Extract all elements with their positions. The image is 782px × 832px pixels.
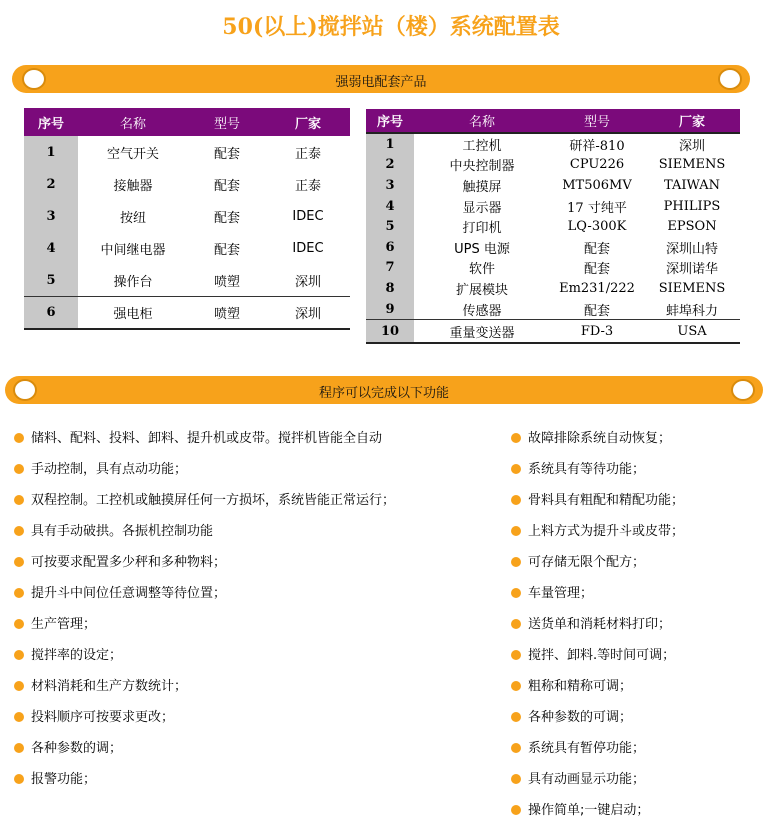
table-row (366, 133, 740, 155)
bullet-icon (14, 557, 24, 567)
cell-name: 工控机 (414, 133, 550, 155)
feature-item (14, 615, 395, 646)
cell-model: 喷塑 (188, 297, 266, 330)
cell-name: 扩展模块 (455, 282, 508, 298)
bullet-icon (511, 526, 521, 536)
feature-text: 报警功能； (31, 772, 97, 787)
table-row (24, 297, 350, 330)
feature-text: 故障排除系统自动恢复； (528, 431, 672, 446)
feature-item (511, 646, 684, 677)
bullet-icon (14, 588, 24, 598)
cell-name: 接触器 (113, 178, 153, 194)
cell-index: 1 (24, 136, 78, 168)
feature-text: 送货单和消耗材料打印； (528, 617, 672, 632)
table-row (366, 196, 740, 217)
feature-item (511, 770, 684, 801)
cell-model: 17 寸纯平 (567, 200, 627, 216)
cell-name: 空气开关 (106, 146, 159, 162)
feature-text: 手动控制，具有点动功能； (31, 462, 188, 477)
bullet-icon (511, 681, 521, 691)
table-row (366, 237, 740, 258)
feature-item (511, 615, 684, 646)
cell-maker: IDEC (292, 240, 324, 256)
cell-model: 配套 (213, 210, 240, 226)
feature-text: 搅拌率的设定； (31, 648, 123, 663)
bullet-icon (511, 464, 521, 474)
bullet-icon (14, 526, 24, 536)
cell-name: 按纽 (119, 210, 146, 226)
feature-item (14, 584, 395, 615)
cell-model: LQ-300K (567, 219, 627, 235)
cell-name: 显示器 (462, 200, 502, 216)
table-row (366, 216, 740, 237)
feature-text: 上料方式为提升斗或皮带； (528, 524, 685, 539)
cell-maker: 深圳 (294, 274, 321, 290)
features-left-list (14, 429, 395, 801)
cell-maker: 蚌埠科力 (665, 303, 718, 319)
electrical-table (24, 108, 350, 330)
band-right-circle (731, 379, 755, 401)
cell-name: 打印机 (462, 221, 502, 237)
cell-model: FD-3 (550, 320, 644, 344)
col-header-model: 型号 (550, 109, 644, 133)
table-row (366, 299, 740, 320)
cell-name: UPS 电源 (454, 241, 510, 257)
feature-item (14, 646, 395, 677)
feature-text: 操作简单;一键启动； (528, 803, 650, 818)
feature-text: 可按要求配置多少秤和多种物料； (31, 555, 227, 570)
cell-index: 1 (366, 133, 414, 155)
band-right-circle (718, 68, 742, 90)
cell-index: 10 (366, 320, 414, 344)
feature-text: 具有手动破拱。各振机控制功能 (31, 524, 214, 539)
cell-name: 操作台 (113, 274, 153, 290)
cell-model: 喷塑 (213, 274, 240, 290)
feature-item (14, 677, 395, 708)
feature-item (14, 770, 395, 801)
section-band-power (12, 65, 750, 93)
feature-text: 具有动画显示功能； (528, 772, 646, 787)
cell-maker: USA (644, 320, 740, 344)
bullet-icon (511, 619, 521, 629)
cell-model: CPU226 (569, 157, 625, 173)
cell-name: 中间继电器 (100, 242, 166, 258)
feature-text: 骨料具有粗配和精配功能； (528, 493, 685, 508)
bullet-icon (14, 712, 24, 722)
cell-model: Em231/222 (559, 280, 635, 296)
bullet-icon (511, 712, 521, 722)
cell-maker: SIEMENS (658, 280, 726, 296)
col-header-name: 名称 (414, 109, 550, 133)
feature-item (511, 491, 684, 522)
feature-item (14, 429, 395, 460)
feature-text: 生产管理； (31, 617, 97, 632)
feature-text: 系统具有暂停功能； (528, 741, 646, 756)
cell-model: 配套 (213, 178, 240, 194)
bullet-icon (14, 464, 24, 474)
cell-name: 中央控制器 (449, 159, 515, 175)
table-row (24, 168, 350, 200)
feature-text: 各种参数的调； (31, 741, 123, 756)
feature-item (14, 739, 395, 770)
bullet-icon (511, 433, 521, 443)
cell-maker: TAIWAN (664, 177, 720, 193)
feature-item (511, 677, 684, 708)
bullet-icon (511, 495, 521, 505)
feature-item (511, 801, 684, 832)
table-row (24, 136, 350, 168)
cell-index: 6 (24, 297, 78, 330)
table-row (24, 264, 350, 297)
cell-model: 研祥-810 (550, 133, 644, 155)
bullet-icon (511, 557, 521, 567)
cell-index: 4 (24, 232, 78, 264)
feature-text: 车量管理； (528, 586, 594, 601)
feature-item (511, 553, 684, 584)
cell-index: 7 (366, 258, 414, 279)
cell-index: 4 (366, 196, 414, 217)
section-title-functions: 程序可以完成以下功能 (318, 386, 449, 401)
table-row (366, 175, 740, 196)
feature-text: 储料、配料、投料、卸料、提升机或皮带。搅拌机皆能全自动 (31, 431, 383, 446)
feature-text: 各种参数的可调； (528, 710, 633, 725)
bullet-icon (511, 650, 521, 660)
feature-item (14, 491, 395, 522)
table-row (366, 155, 740, 176)
cell-name: 传感器 (462, 303, 502, 319)
table-row (366, 258, 740, 279)
cell-index: 6 (366, 237, 414, 258)
col-header-maker: 厂家 (644, 109, 740, 133)
cell-index: 2 (24, 168, 78, 200)
section-band-functions (5, 376, 763, 404)
feature-text: 双程控制。工控机或触摸屏任何一方损坏，系统皆能正常运行； (31, 493, 396, 508)
feature-item (14, 553, 395, 584)
cell-name: 软件 (468, 262, 495, 278)
cell-index: 2 (366, 155, 414, 176)
bullet-icon (14, 650, 24, 660)
table-row (366, 320, 740, 344)
cell-maker: 深圳诺华 (665, 262, 718, 278)
features-right-list (511, 429, 684, 832)
feature-item (511, 739, 684, 770)
feature-text: 粗称和精称可调； (528, 679, 633, 694)
table-row (24, 200, 350, 232)
feature-item (14, 460, 395, 491)
cell-index: 5 (24, 264, 78, 297)
cell-maker: 深圳山特 (665, 241, 718, 257)
page-title: 50(以上)搅拌站（楼）系统配置表 (222, 14, 560, 40)
cell-maker: 深圳 (644, 133, 740, 155)
bullet-icon (14, 743, 24, 753)
cell-maker: 深圳 (266, 297, 350, 330)
feature-item (511, 429, 684, 460)
cell-maker: 正泰 (294, 146, 321, 162)
feature-item (511, 522, 684, 553)
cell-maker: EPSON (667, 219, 717, 235)
cell-model: 配套 (583, 303, 610, 319)
bullet-icon (511, 805, 521, 815)
feature-item (511, 460, 684, 491)
bullet-icon (14, 619, 24, 629)
feature-item (511, 584, 684, 615)
col-header-name: 名称 (78, 108, 188, 136)
col-header-model: 型号 (188, 108, 266, 136)
cell-maker: IDEC (292, 208, 324, 224)
col-header-maker: 厂家 (266, 108, 350, 136)
bullet-icon (511, 588, 521, 598)
feature-item (511, 708, 684, 739)
cell-maker: 正泰 (294, 178, 321, 194)
table-row (366, 278, 740, 299)
cell-model: 配套 (583, 262, 610, 278)
feature-item (14, 522, 395, 553)
cell-index: 8 (366, 278, 414, 299)
cell-index: 3 (24, 200, 78, 232)
cell-name: 触摸屏 (462, 179, 502, 195)
cell-index: 3 (366, 175, 414, 196)
bullet-icon (14, 774, 24, 784)
col-header-index: 序号 (366, 109, 414, 133)
cell-maker: PHILIPS (663, 198, 721, 214)
cell-model: 配套 (213, 146, 240, 162)
control-table (366, 109, 740, 344)
bullet-icon (511, 774, 521, 784)
bullet-icon (511, 743, 521, 753)
cell-model: 配套 (583, 241, 610, 257)
feature-text: 可存储无限个配方； (528, 555, 646, 570)
cell-maker: SIEMENS (658, 157, 726, 173)
cell-model: 配套 (213, 242, 240, 258)
cell-name: 重量变送器 (414, 320, 550, 344)
cell-index: 9 (366, 299, 414, 320)
feature-text: 材料消耗和生产方数统计； (31, 679, 188, 694)
bullet-icon (14, 433, 24, 443)
feature-item (14, 708, 395, 739)
feature-text: 搅拌、卸料.等时间可调； (528, 648, 676, 663)
table-row (24, 232, 350, 264)
bullet-icon (14, 495, 24, 505)
section-title-power: 强弱电配套产品 (335, 75, 427, 90)
cell-name: 强电柜 (78, 297, 188, 330)
feature-text: 投料顺序可按要求更改； (31, 710, 175, 725)
col-header-index: 序号 (24, 108, 78, 136)
bullet-icon (14, 681, 24, 691)
cell-index: 5 (366, 216, 414, 237)
cell-model: MT506MV (562, 177, 632, 193)
feature-text: 系统具有等待功能； (528, 462, 646, 477)
feature-text: 提升斗中间位任意调整等待位置； (31, 586, 227, 601)
